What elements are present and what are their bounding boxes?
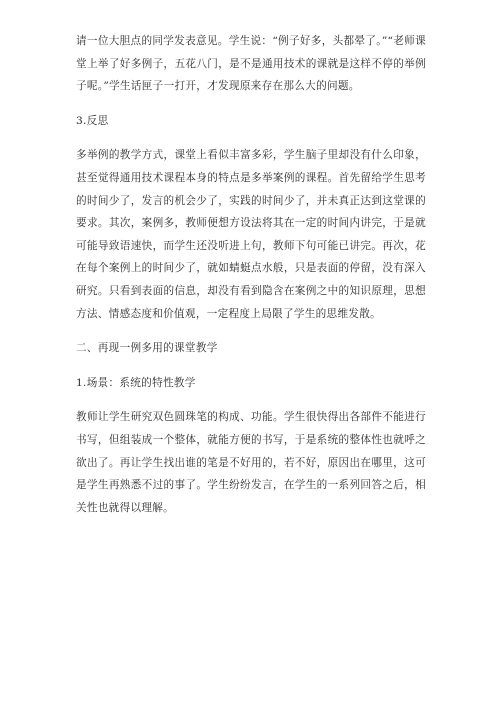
paragraph-student-feedback: 请一位大胆点的同学发表意见。学生说：“例子好多，头都晕了。”“老师课堂上举了好多例子，五花八门，是不是通用技术的课就是这样不停的举例子呢。”学生话匣子一打开，才发现原来存在那么大的问题。 xyxy=(76,35,426,93)
paragraph-system-teaching: 教师让学生研究双色圆珠笔的构成、功能。学生很快得出各部件不能进行书写，但组装成一个整体，就能方便的书写，于是系统的整体性也就呼之欲出了。再让学生找出谁的笔是不好用的，若不好，原因出在哪里，这可是学生再熟悉不过的事了。学生纷纷发言，在学生的一系列回答之后，相关性也就得以理解。 xyxy=(76,411,426,514)
paragraph-reflection: 多举例的教学方式，课堂上看似丰富多彩，学生脑子里却没有什么印象，甚至觉得通用技术课程本身的特点是多举案例的课程。首先留给学生思考的时间少了，发言的机会少了，实践的时间少了，并未真正达到这堂课的要求。其次，案例多，教师便想方设法将其在一定的时间内讲完，于是就可能导致语速快，而学生还没听进上句，教师下句可能已讲完。再次，花在每个案例上的时间少了，就如蜻蜓点水般，只是表面的停留，没有深入研究。只看到表面的信息，却没有看到隐含在案例之中的知识原理，思想方法、情感态度和价值观，一定程度上局限了学生的思维发散。 xyxy=(76,149,426,320)
document-body xyxy=(76,30,426,519)
section-heading-one-example-multi-use: 二、再现一例多用的课堂教学 xyxy=(76,342,218,355)
spacer xyxy=(76,98,426,110)
spacer xyxy=(76,360,426,372)
spacer xyxy=(76,394,426,406)
section-heading-reflection: 3.反思 xyxy=(76,114,109,127)
spacer xyxy=(76,132,426,144)
spacer xyxy=(76,325,426,337)
subsection-heading-scene: 1.场景：系统的特性教学 xyxy=(76,376,196,389)
